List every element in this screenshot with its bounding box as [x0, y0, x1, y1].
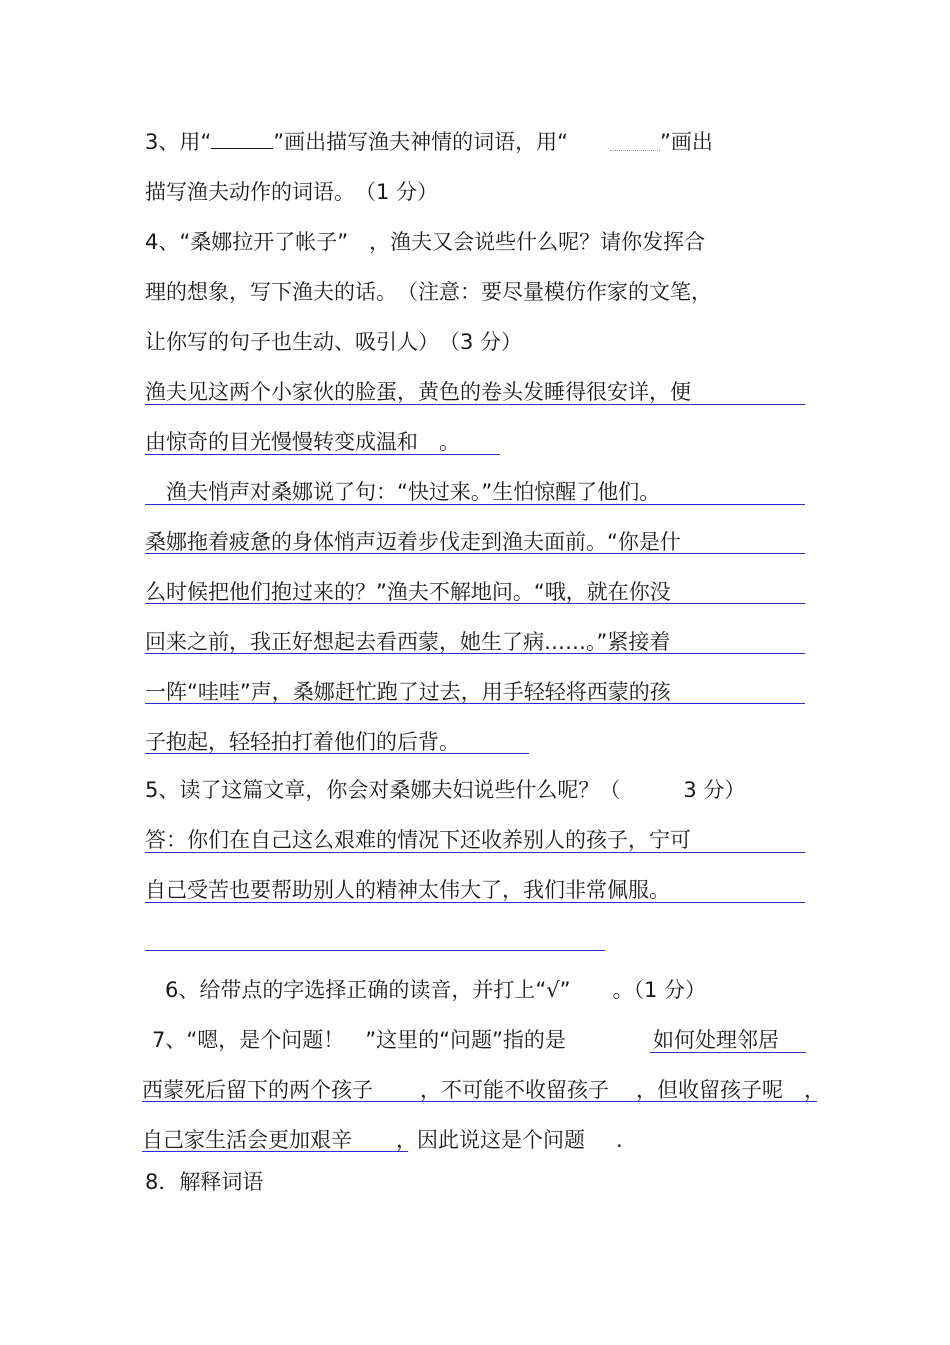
q8-text: 8．解释词语	[145, 1170, 264, 1194]
q4-answer-line-3: 渔夫悄声对桑娜说了句：“快过来。”生怕惊醒了他们。	[145, 480, 661, 504]
q7-line3-a: 自己家生活会更加艰辛	[142, 1128, 352, 1152]
q4-answer-line-2: 由惊奇的目光慢慢转变成温和 。	[145, 430, 460, 454]
q7-line2-d: ，	[804, 1078, 825, 1102]
q4-answer-line-7: 一阵“哇哇”声，桑娜赶忙跑了过去，用手轻轻将西蒙的孩	[145, 680, 671, 704]
wavy-underline-sample	[610, 144, 660, 151]
answer-underline	[145, 404, 805, 405]
answer-underline	[142, 1151, 408, 1152]
q5-question: 5、读了这篇文章，你会对桑娜夫妇说些什么呢？（ 3 分）	[145, 778, 746, 802]
q3-text-b: ”画出描写渔夫神情的词语，用“	[273, 130, 569, 154]
q3-line2: 描写渔夫动作的词语。 （1 分）	[145, 180, 439, 204]
answer-underline	[650, 1052, 806, 1053]
answer-underline	[142, 1101, 817, 1102]
q7-prefix: 7、“嗯，是个问题！ ”这里的“问题”指的是	[152, 1028, 566, 1052]
answer-underline	[145, 553, 805, 554]
q7-line3-c: .	[616, 1128, 623, 1152]
q3-line1	[145, 128, 713, 156]
answer-underline	[145, 753, 529, 754]
q4-line1: 4、“桑娜拉开了帐子” ，渔夫又会说些什么呢？请你发挥合	[145, 230, 706, 254]
answer-underline	[145, 653, 805, 654]
q4-answer-line-4: 桑娜拖着疲惫的身体悄声迈着步伐走到渔夫面前。“你是什	[145, 530, 681, 554]
q4-line2: 理的想象，写下渔夫的话。 （注意：要尽量模仿作家的文笔，	[145, 280, 712, 304]
q5-answer-line-2: 自己受苦也要帮助别人的精神太伟大了，我们非常佩服。	[145, 878, 670, 902]
q4-answer-line-6: 回来之前，我正好想起去看西蒙，她生了病……。”紧接着	[145, 630, 671, 654]
q6-text: 6、给带点的字选择正确的读音，并打上“√” 。（1 分）	[165, 978, 707, 1002]
q5-answer-line-1: 答：你们在自己这么艰难的情况下还收养别人的孩子，宁可	[145, 828, 691, 852]
answer-underline	[145, 454, 500, 455]
answer-underline	[145, 603, 805, 604]
q4-answer-line-5: 么时候把他们抱过来的？”渔夫不解地问。“哦，就在你没	[145, 580, 671, 604]
q3-text-c: ”画出	[660, 130, 713, 154]
q7-line2-c: ，但收留孩子呢	[636, 1078, 783, 1102]
q4-line3: 让你写的句子也生动、吸引人） （3 分）	[145, 330, 523, 354]
answer-underline	[145, 504, 805, 505]
q4-answer-line-8: 子抱起，轻轻拍打着他们的后背。	[145, 730, 460, 754]
q3-text-a: 3、用“	[145, 130, 212, 154]
answer-underline	[145, 852, 805, 853]
q7-line3-b: ，因此说这是个问题	[396, 1128, 585, 1152]
q4-answer-line-1: 渔夫见这两个小家伙的脸蛋，黄色的卷头发睡得很安详，便	[145, 380, 691, 404]
solid-underline-sample	[211, 128, 273, 149]
q7-line2-b: ，不可能不收留孩子	[420, 1078, 609, 1102]
answer-underline	[145, 950, 605, 951]
q7-answer-a: 如何处理邻居	[653, 1028, 779, 1052]
q7-line2-a: 西蒙死后留下的两个孩子	[142, 1078, 373, 1102]
answer-underline	[145, 902, 805, 903]
answer-underline	[145, 703, 805, 704]
